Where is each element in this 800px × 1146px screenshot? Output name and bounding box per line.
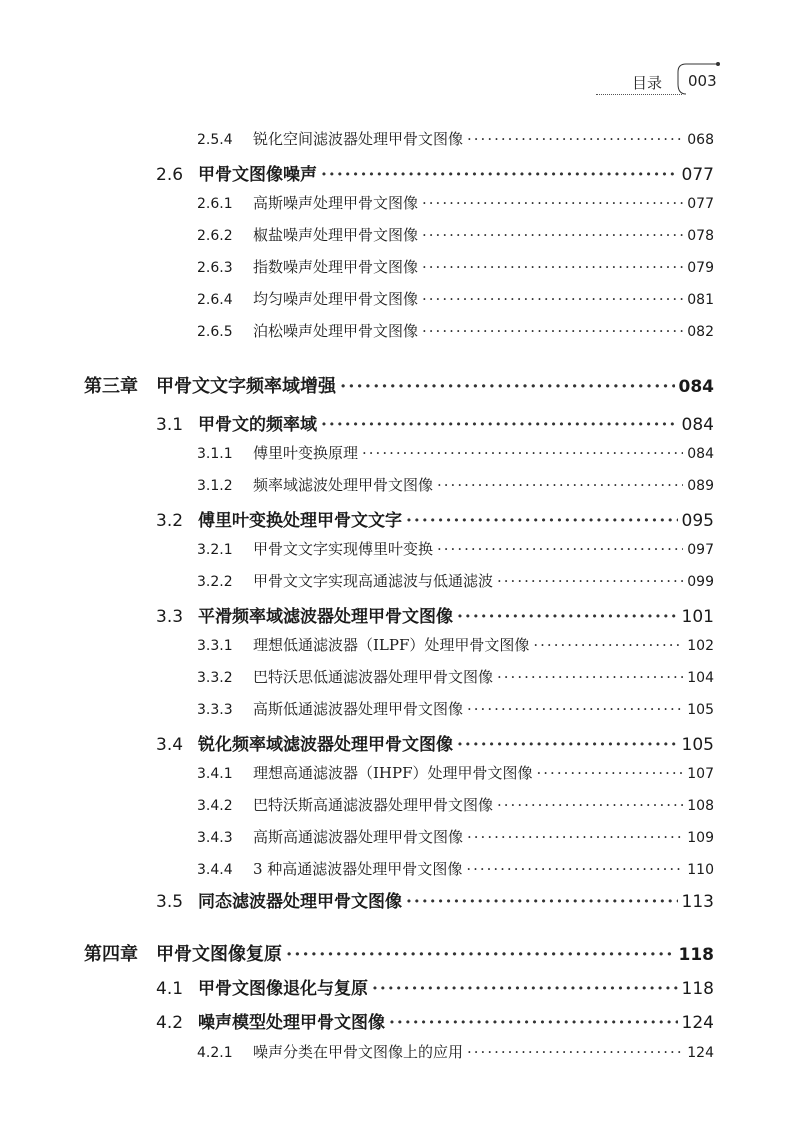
entry-page-number: 084 [678,377,714,397]
leader-dots [422,290,683,308]
entry-number: 3.5 [156,892,184,912]
entry-page-number: 077 [681,165,714,185]
entry-number: 3.2.1 [197,542,233,558]
toc-chapter-entry[interactable] [84,372,714,398]
entry-number: 3.3.1 [197,638,233,654]
header-label: 目录 [632,74,663,92]
entry-page-number: 097 [687,542,714,558]
entry-page-number: 089 [687,478,714,494]
leader-dots [422,258,683,276]
entry-title: 噪声分类在甲骨文图像上的应用 [253,1043,464,1061]
entry-number: 3.4.1 [197,766,233,782]
entry-page-number: 077 [687,196,714,212]
entry-title: 傅里叶变换原理 [253,444,359,462]
entry-number: 3.1.1 [197,446,233,462]
entry-page-number: 105 [681,735,714,755]
leader-dots [286,944,675,965]
entry-title: 高斯高通滤波器处理甲骨文图像 [253,828,464,846]
toc-section-entry[interactable] [156,506,714,531]
entry-page-number: 113 [681,892,714,912]
entry-page-number: 102 [687,638,714,654]
leader-dots [533,636,683,654]
leader-dots [497,572,683,590]
leader-dots [457,735,678,755]
toc-chapter-entry[interactable] [84,940,714,966]
leader-dots [467,1043,683,1061]
toc-subsection-entry[interactable] [197,570,714,591]
toc-subsection-entry[interactable] [197,224,714,245]
entry-title: 傅里叶变换处理甲骨文文字 [198,511,402,531]
entry-number: 3.2.2 [197,574,233,590]
entry-page-number: 099 [687,574,714,590]
toc-section-entry[interactable] [156,887,714,912]
entry-title: 巴特沃斯高通滤波器处理甲骨文图像 [253,796,494,814]
entry-title: 高斯噪声处理甲骨文图像 [253,194,419,212]
header-page-number: 003 [688,72,717,90]
leader-dots [321,165,678,185]
toc-section-entry[interactable] [156,1008,714,1033]
entry-number: 3.2 [156,511,184,531]
toc-section-entry[interactable] [156,602,714,627]
entry-page-number: 105 [687,702,714,718]
toc-subsection-entry[interactable] [197,634,714,655]
toc-subsection-entry[interactable] [197,128,714,149]
toc-subsection-entry[interactable] [197,794,714,815]
entry-title: 巴特沃思低通滤波器处理甲骨文图像 [253,668,494,686]
leader-dots [497,668,683,686]
toc-subsection-entry[interactable] [197,192,714,213]
leader-dots [422,322,683,340]
entry-title: 理想低通滤波器（ILPF）处理甲骨文图像 [253,636,530,654]
entry-page-number: 079 [687,260,714,276]
entry-number: 3.4.3 [197,830,233,846]
entry-number: 3.4.4 [197,862,233,878]
entry-page-number: 124 [687,1045,714,1061]
entry-number: 2.6.5 [197,324,233,340]
header-rule [596,94,682,95]
leader-dots [497,796,683,814]
entry-title: 甲骨文的频率域 [198,415,317,435]
toc-subsection-entry[interactable] [197,474,714,495]
toc-subsection-entry[interactable] [197,666,714,687]
entry-number: 3.4.2 [197,798,233,814]
leader-dots [422,226,683,244]
entry-page-number: 082 [687,324,714,340]
leader-dots [467,130,683,148]
entry-title: 同态滤波器处理甲骨文图像 [198,892,402,912]
leader-dots [422,194,683,212]
toc-subsection-entry[interactable] [197,256,714,277]
entry-title: 甲骨文文字实现高通滤波与低通滤波 [253,572,494,590]
entry-title: 锐化频率域滤波器处理甲骨文图像 [198,735,453,755]
leader-dots [437,476,683,494]
toc-subsection-entry[interactable] [197,538,714,559]
entry-title: 甲骨文图像退化与复原 [198,979,368,999]
toc-subsection-entry[interactable] [197,858,714,879]
entry-page-number: 109 [687,830,714,846]
running-header [596,56,720,100]
entry-page-number: 118 [678,945,714,965]
entry-title: 频率域滤波处理甲骨文图像 [253,476,434,494]
entry-number: 3.4 [156,735,184,755]
leader-dots [389,1013,678,1033]
entry-page-number: 081 [687,292,714,308]
toc-subsection-entry[interactable] [197,442,714,463]
entry-number: 2.6 [156,165,184,185]
toc-section-entry[interactable] [156,974,714,999]
entry-number: 2.6.1 [197,196,233,212]
entry-title: 指数噪声处理甲骨文图像 [253,258,419,276]
leader-dots [466,860,683,878]
entry-page-number: 084 [681,415,714,435]
entry-number: 第四章 [84,944,138,965]
leader-dots [437,540,683,558]
entry-number: 4.1 [156,979,184,999]
entry-number: 2.5.4 [197,132,233,148]
entry-page-number: 118 [681,979,714,999]
toc-subsection-entry[interactable] [197,320,714,341]
entry-title: 椒盐噪声处理甲骨文图像 [253,226,419,244]
toc-subsection-entry[interactable] [197,762,714,783]
leader-dots [457,607,678,627]
entry-number: 第三章 [84,376,138,397]
leader-dots [406,892,678,912]
entry-title: 甲骨文文字实现傅里叶变换 [253,540,434,558]
entry-title: 甲骨文图像噪声 [198,165,317,185]
entry-number: 2.6.2 [197,228,233,244]
leader-dots [340,376,675,397]
toc-subsection-entry[interactable] [197,698,714,719]
leader-dots [467,828,683,846]
entry-page-number: 078 [687,228,714,244]
entry-number: 4.2 [156,1013,184,1033]
entry-number: 3.1.2 [197,478,233,494]
toc-subsection-entry[interactable] [197,288,714,309]
toc-section-entry[interactable] [156,410,714,435]
entry-title: 锐化空间滤波器处理甲骨文图像 [253,130,464,148]
entry-title: 均匀噪声处理甲骨文图像 [253,290,419,308]
entry-page-number: 068 [687,132,714,148]
toc-subsection-entry[interactable] [197,826,714,847]
entry-number: 2.6.3 [197,260,233,276]
leader-dots [362,444,683,462]
entry-number: 3.3.3 [197,702,233,718]
leader-dots [537,764,684,782]
leader-dots [406,511,678,531]
toc-section-entry[interactable] [156,160,714,185]
entry-page-number: 101 [681,607,714,627]
entry-page-number: 104 [687,670,714,686]
entry-title: 甲骨文文字频率域增强 [156,376,336,397]
entry-title: 平滑频率域滤波器处理甲骨文图像 [198,607,453,627]
entry-number: 2.6.4 [197,292,233,308]
entry-page-number: 108 [687,798,714,814]
entry-number: 3.3 [156,607,184,627]
entry-title: 泊松噪声处理甲骨文图像 [253,322,419,340]
toc-subsection-entry[interactable] [197,1041,714,1062]
entry-title: 高斯低通滤波器处理甲骨文图像 [253,700,464,718]
entry-page-number: 107 [687,766,714,782]
entry-page-number: 084 [687,446,714,462]
toc-section-entry[interactable] [156,730,714,755]
entry-title: 3 种高通滤波器处理甲骨文图像 [253,860,463,878]
entry-number: 3.1 [156,415,184,435]
entry-page-number: 095 [681,511,714,531]
entry-page-number: 110 [687,862,714,878]
leader-dots [467,700,683,718]
entry-page-number: 124 [681,1013,714,1033]
entry-title: 理想高通滤波器（IHPF）处理甲骨文图像 [253,764,533,782]
entry-number: 3.3.2 [197,670,233,686]
entry-number: 4.2.1 [197,1045,233,1061]
entry-title: 甲骨文图像复原 [156,944,282,965]
leader-dots [372,979,678,999]
entry-title: 噪声模型处理甲骨文图像 [198,1013,385,1033]
leader-dots [321,415,678,435]
